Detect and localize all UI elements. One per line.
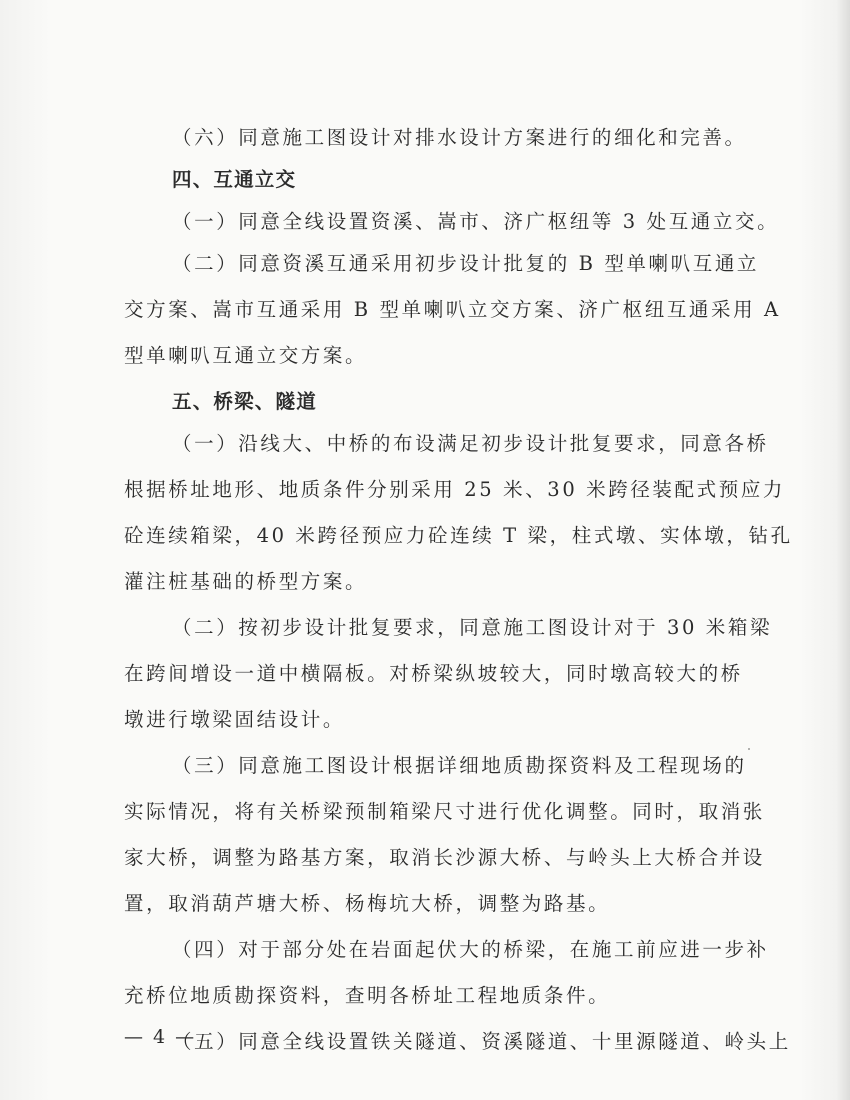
- document-body: [124, 122, 793, 1058]
- paragraph-line: 砼连续箱梁，40 米跨径预应力砼连续 T 梁，柱式墩、实体墩，钻孔: [124, 524, 793, 547]
- page-number: — 4 —: [124, 1026, 197, 1048]
- paragraph-bridge-layout: [124, 428, 793, 598]
- paragraph-interchange-types: [124, 248, 781, 372]
- paragraph-line: 家大桥，调整为路基方案，取消长沙源大桥、与岭头上大桥合并设: [124, 846, 765, 869]
- page-edge-shadow: [836, 0, 850, 1100]
- paragraph-tunnels: （五）同意全线设置铁关隧道、资溪隧道、十里源隧道、岭头上: [172, 1030, 791, 1053]
- paragraph-line: 墩进行墩梁固结设计。: [124, 708, 346, 731]
- paragraph-line: （二）同意资溪互通采用初步设计批复的 B 型单喇叭互通立: [172, 252, 760, 275]
- paragraph-box-girder-diaphragm: [124, 612, 773, 736]
- paragraph-line: （二）按初步设计批复要求，同意施工图设计对于 30 米箱梁: [172, 616, 773, 639]
- paragraph-drainage-refinement: （六）同意施工图设计对排水设计方案进行的细化和完善。: [172, 126, 747, 149]
- paragraph-interchange-count: （一）同意全线设置资溪、嵩市、济广枢纽等 3 处互通立交。: [172, 210, 780, 233]
- paragraph-line: （三）同意施工图设计根据详细地质勘探资料及工程现场的: [172, 754, 747, 777]
- section-heading-bridges-tunnels: 五、桥梁、隧道: [172, 390, 317, 413]
- paragraph-line: 在跨间增设一道中横隔板。对桥梁纵坡较大，同时墩高较大的桥: [124, 662, 743, 685]
- paragraph-geological-survey: [124, 934, 769, 1012]
- paragraph-line: 型单喇叭互通立交方案。: [124, 344, 368, 367]
- paragraph-line: 根据桥址地形、地质条件分别采用 25 米、30 米跨径装配式预应力: [124, 478, 786, 501]
- paragraph-line: 实际情况，将有关桥梁预制箱梁尺寸进行优化调整。同时，取消张: [124, 800, 765, 823]
- paragraph-line: 充桥位地质勘探资料，查明各桥址工程地质条件。: [124, 984, 611, 1007]
- paragraph-line: 置，取消葫芦塘大桥、杨梅坑大桥，调整为路基。: [124, 892, 611, 915]
- scan-speck: [748, 748, 750, 750]
- paragraph-line: 灌注桩基础的桥型方案。: [124, 570, 368, 593]
- section-heading-interchanges: 四、互通立交: [172, 168, 297, 191]
- paragraph-line: （一）沿线大、中桥的布设满足初步设计批复要求，同意各桥: [172, 432, 769, 455]
- paragraph-line: 交方案、嵩市互通采用 B 型单喇叭立交方案、济广枢纽互通采用 A: [124, 298, 781, 321]
- paragraph-line: （四）对于部分处在岩面起伏大的桥梁，在施工前应进一步补: [172, 938, 769, 961]
- paragraph-bridge-optimization: [124, 750, 765, 920]
